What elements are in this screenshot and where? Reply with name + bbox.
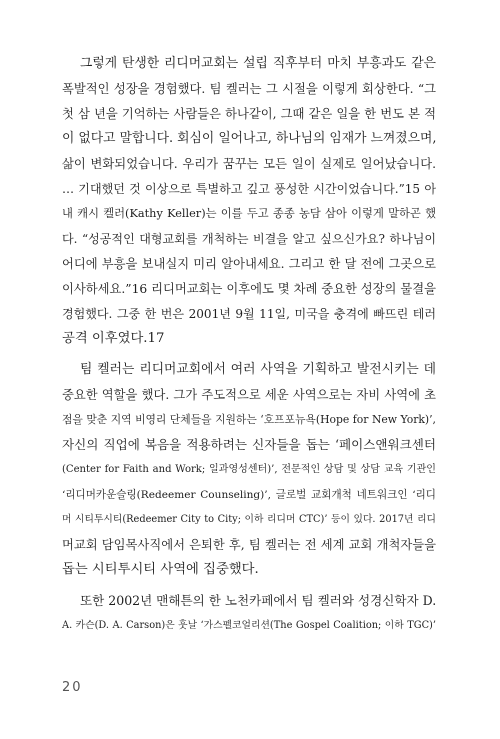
text-line: … 기대했던 것 이상으로 특별하고 깊고 풍성한 시간이었습니다.”15 아 (62, 182, 436, 196)
text-line: ‘리디머카운슬링(Redeemer Counseling)’, 글로벌 교회개척 네트워크인 ‘리디 (62, 489, 436, 501)
text-line: A. 카슨(D. A. Carson)은 훗날 ‘가스펠코얼리션(The Gospel Coalition; 이하 TGC)’ (62, 620, 436, 631)
text-line: 폭발적인 성장을 경험했다. 팀 켈러는 그 시절을 이렇게 회상한다. “그 (62, 82, 436, 96)
text-line: 첫 삼 년을 기억하는 사람들은 하나같이, 그때 같은 일을 한 번도 본 적 (62, 107, 436, 121)
text-line: 머 시티투시티(Redeemer City to City; 이하 리디머 CTC)’ 등이 있다. 2017년 리디 (62, 514, 436, 525)
text-line: 자신의 직업에 복음을 적용하려는 신자들을 돕는 ‘페이스앤워크센터 (62, 437, 436, 452)
text-line: 어디에 부흥을 보내실지 미리 알아내세요. 그리고 한 달 전에 그곳으로 (62, 257, 436, 271)
text-line: (Center for Faith and Work; 일과영성센터)’, 전문적인 상담 및 상담 교육 기관인 (62, 464, 436, 475)
text-line: 그렇게 탄생한 리디머교회는 설립 직후부터 마치 부흥과도 같은 (80, 56, 436, 71)
text-line: 이사하세요.”16 리디머교회는 이후에도 몇 차례 중요한 성장의 물결을 (62, 282, 436, 296)
text-line: 또한 2002년 맨해튼의 한 노천카페에서 팀 켈러와 성경신학자 D. (80, 593, 437, 608)
text-line: 경험했다. 그중 한 번은 2001년 9월 11일, 미국을 충격에 빠뜨린 테러 (62, 307, 436, 321)
text-line: 머교회 담임목사직에서 은퇴한 후, 팀 켈러는 전 세계 교회 개척자들을 (62, 538, 436, 552)
text-line: 팀 켈러는 리디머교회에서 여러 사역을 기획하고 발전시키는 데 (80, 362, 436, 377)
text-line: 다. “성공적인 대형교회를 개척하는 비결을 알고 싶으신가요? 하나님이 (62, 232, 436, 246)
text-line: 이 없다고 말합니다. 회심이 일어나고, 하나님의 임재가 느껴졌으며, (62, 131, 437, 146)
text-line: 삶이 변화되었습니다. 우리가 꿈꾸는 모든 일이 실제로 일어났습니다. (62, 157, 436, 171)
text-line: 돕는 시티투시티 사역에 집중했다. (62, 562, 259, 577)
text-line: 내 캐시 켈러(Kathy Keller)는 이를 두고 종종 농담 삼아 이렇게 말하곤 했 (62, 207, 436, 220)
text-line: 중요한 역할을 했다. 그가 주도적으로 세운 사역으로는 자비 사역에 초 (62, 388, 436, 402)
text-line: 공격 이후였다.17 (62, 331, 165, 346)
text-line: 점을 맞춘 지역 비영리 단체들을 지원하는 ‘호프포뉴욕(Hope for New York)’, (62, 413, 436, 426)
page-number: 20 (62, 680, 83, 695)
